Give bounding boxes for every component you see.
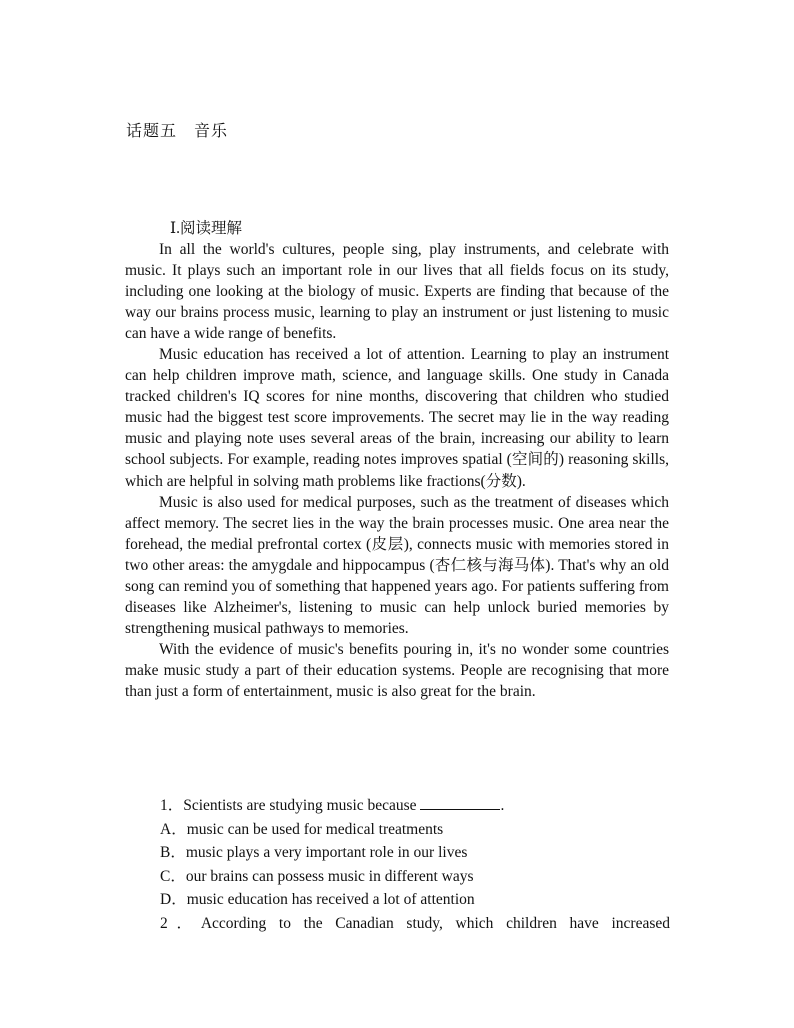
question-1-option-c: C．our brains can possess music in different ways — [160, 867, 474, 885]
question-1-option-d: D．music education has received a lot of attention — [160, 891, 475, 909]
answer-blank — [420, 795, 500, 810]
question-2-stem: 2．According to the Canadian study, which children have increased — [160, 914, 670, 932]
reading-passage — [125, 239, 669, 702]
question-list — [160, 794, 670, 936]
passage-paragraph: With the evidence of music's benefits pouring in, it's no wonder some countries make music study a part of their education systems. People are recognising that more than just a form of entertainment, music is also great for the brain. — [125, 640, 669, 700]
question-1-option-a: A．music can be used for medical treatments — [160, 820, 444, 838]
section-heading: Ⅰ.阅读理解 — [170, 220, 242, 237]
passage-paragraph: In all the world's cultures, people sing, play instruments, and celebrate with music. It plays such an important role in our lives that all fields focus on its study, including one looking at the biology of music. Experts are finding that because of the way our brains process music, learning to play an instrument or just listening to music can have a wide range of benefits. — [125, 241, 669, 343]
question-1-text-end: . — [500, 797, 505, 814]
question-1-text: 1．Scientists are studying music because — [160, 797, 421, 814]
question-1-stem — [160, 794, 670, 818]
passage-paragraph: Music is also used for medical purposes, such as the treatment of diseases which affect memory. The secret lies in the way the brain processes music. One area near the forehead, the medial prefrontal cortex (皮层), connects music with memories stored in two other areas: the amygdale and hippocampus (杏仁核与海马体). That's why an old song can remind you of something that happened years ago. For patients suffering from diseases like Alzheimer's, listening to music can help unlock buried memories by strengthening musical pathways to memories. — [125, 493, 669, 637]
passage-paragraph: Music education has received a lot of attention. Learning to play an instrument can help children improve math, science, and language skills. One study in Canada tracked children's IQ scores for nine months, discovering that children who studied music had the biggest test score improvements. The secret may lie in the way reading music and playing note uses several areas of the brain, increasing our ability to learn school subjects. For example, reading notes improves spatial (空间的) reasoning skills, which are helpful in solving math problems like fractions(分数). — [125, 346, 669, 490]
question-1-option-b: B．music plays a very important role in our lives — [160, 844, 468, 862]
topic-title: 话题五 音乐 — [126, 123, 229, 140]
